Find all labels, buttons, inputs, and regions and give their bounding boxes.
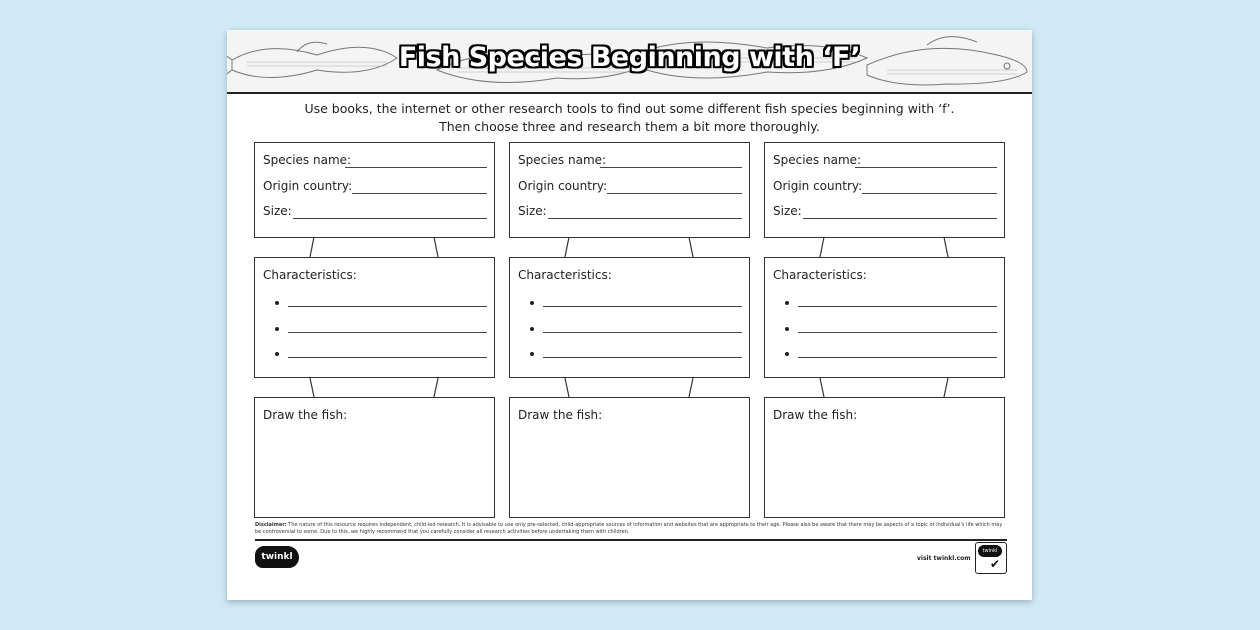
quality-badge (975, 542, 1007, 574)
species-name-label: Species name: (263, 153, 352, 167)
draw-label: Draw the fish: (263, 408, 348, 422)
bullet-icon (530, 327, 534, 331)
species-name-field[interactable] (600, 167, 742, 168)
origin-country-label: Origin country: (263, 179, 353, 193)
size-field[interactable] (293, 218, 487, 219)
characteristic-field[interactable] (288, 332, 487, 333)
footer-divider (255, 539, 1007, 541)
species-info-box-2 (509, 142, 750, 238)
twinkl-logo: twinkl (255, 546, 299, 568)
characteristics-label: Characteristics: (518, 268, 612, 282)
disclaimer-heading: Disclaimer: (255, 522, 287, 528)
bullet-icon (785, 327, 789, 331)
bullet-icon (530, 352, 534, 356)
origin-country-field[interactable] (862, 193, 997, 194)
size-label: Size: (518, 204, 547, 218)
origin-country-field[interactable] (352, 193, 487, 194)
badge-logo: twinkl (978, 545, 1002, 557)
characteristics-label: Characteristics: (773, 268, 867, 282)
species-name-field[interactable] (855, 167, 997, 168)
species-info-box-1 (254, 142, 495, 238)
characteristic-field[interactable] (798, 332, 997, 333)
characteristics-box-2 (509, 257, 750, 378)
characteristics-box-3 (764, 257, 1005, 378)
disclaimer (255, 522, 1007, 536)
size-field[interactable] (548, 218, 742, 219)
species-name-field[interactable] (345, 167, 487, 168)
bullet-icon (530, 301, 534, 305)
species-name-label: Species name: (773, 153, 862, 167)
size-label: Size: (773, 204, 802, 218)
characteristics-box-1 (254, 257, 495, 378)
page-title: Fish Species Beginning with ‘F’ (398, 42, 861, 73)
bullet-icon (785, 352, 789, 356)
characteristics-label: Characteristics: (263, 268, 357, 282)
size-field[interactable] (803, 218, 997, 219)
characteristic-field[interactable] (798, 306, 997, 307)
visit-link[interactable]: visit twinkl.com (917, 555, 971, 562)
origin-country-label: Origin country: (518, 179, 608, 193)
characteristic-field[interactable] (543, 306, 742, 307)
characteristic-field[interactable] (288, 306, 487, 307)
worksheet (227, 30, 1032, 600)
origin-country-field[interactable] (607, 193, 742, 194)
characteristic-field[interactable] (288, 357, 487, 358)
bullet-icon (275, 301, 279, 305)
bullet-icon (785, 301, 789, 305)
species-info-box-3 (764, 142, 1005, 238)
characteristic-field[interactable] (543, 332, 742, 333)
instruction-line-1: Use books, the internet or other research tools to find out some different fish species beginning with ‘f’. (304, 101, 955, 116)
bullet-icon (275, 327, 279, 331)
bullet-icon (275, 352, 279, 356)
size-label: Size: (263, 204, 292, 218)
drawing-box-2[interactable] (509, 397, 750, 518)
draw-label: Draw the fish: (518, 408, 603, 422)
characteristic-field[interactable] (543, 357, 742, 358)
disclaimer-text: The nature of this resource requires independent, child-led research. It is advisable to use only pre-selected, child-appropriate sources of information and websites that are appropriate to their age. Please also be aware that there may be aspects of a topic or individual's life which may be controversial to some. Due to this, we highly recommend that you carefully consider all research activities before undertaking them with children. (255, 522, 1003, 535)
species-name-label: Species name: (518, 153, 607, 167)
drawing-box-1[interactable] (254, 397, 495, 518)
instruction-line-2: Then choose three and research them a bit more thoroughly. (439, 119, 820, 134)
origin-country-label: Origin country: (773, 179, 863, 193)
quality-checked-icon: ✔ (990, 557, 1001, 571)
drawing-box-3[interactable] (764, 397, 1005, 518)
draw-label: Draw the fish: (773, 408, 858, 422)
characteristic-field[interactable] (798, 357, 997, 358)
